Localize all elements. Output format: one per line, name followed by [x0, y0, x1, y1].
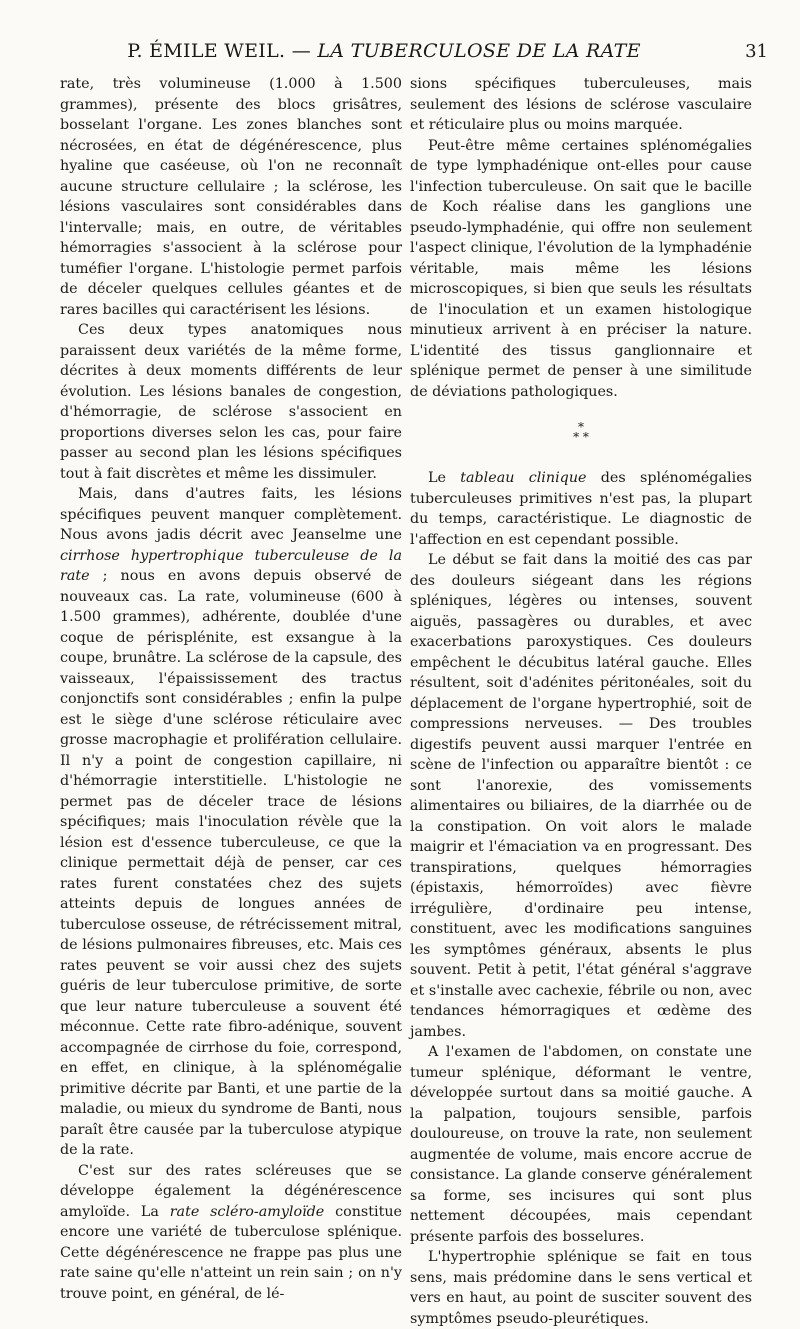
- text-run: Mais, dans d'autres faits, les lésions spécifiques peuvent manquer complètement. Nous avons jadis décrit avec Jeanselme une: [60, 486, 402, 543]
- header-title: [40, 40, 728, 62]
- text-run: des splénomégalies tuberculeuses primitives n'est pas, la plupart du temps, caractéristique. Le diagnostic de l'affection en est cependant possible.: [410, 470, 752, 548]
- right-paragraph-4: Le début se fait dans la moitié des cas par des douleurs siégeant dans les régions spléniques, légères ou intenses, souvent aiguës, passagères ou durables, et avec exacerbations paroxystiques. Ces douleurs empêchent le décubitus latéral gauche. Elles résultent, soit d'adénites péritonéales, soit du déplacement de l'organe hypertrophié, soit de compressions nerveuses. — Des troubles digestifs peuvent aussi marquer l'entrée en scène de l'infection ou apparaître bientôt : ce sont l'anorexie, des vomissements alimentaires ou biliaires, de la diarrhée ou de la constipation. On voit alors le malade maigrir et l'émaciation va en progressant. Des transpirations, quelques hémorragies (épistaxis, hémorroïdes) avec fièvre irrégulière, d'ordinaire peu intense, constituent, avec les modifications sanguines les symptômes généraux, absents le plus souvent. Petit à petit, l'état général s'aggrave et s'installe avec cachexie, fébrile ou non, avec tendances hémorragiques et œdème des jambes.: [410, 552, 752, 1040]
- left-paragraph-4: [60, 1161, 402, 1305]
- text-run: constitue encore une variété de tuberculose splénique. Cette dégénérescence ne frappe pas plus une rate saine qu'elle n'atteint un rein sain ; on n'y trouve point, en général, de lé-: [60, 1203, 402, 1302]
- asterism-bottom: * *: [573, 430, 589, 444]
- text-run: ; nous en avons depuis observé de nouveaux cas. La rate, volumineuse (600 à 1.500 grammes), adhérente, doublée d'une coque de périsplénite, est exsangue à la coupe, brunâtre. La sclérose de la capsule, des vaisseaux, l'épaississement des tractus conjonctifs sont considérables ; enfin la pulpe est le siège d'une sclérose réticulaire avec grosse macrophagie et prolifération cellulaire. Il n'y a point de congestion capillaire, ni d'hémorragie interstitielle. L'histologie ne permet pas de déceler trace de lésions spécifiques; mais l'inoculation révèle que la lésion est d'essence tuberculeuse, ce que la clinique permettait déjà de penser, car ces rates furent constatées chez des sujets atteints depuis de longues années de tuberculose osseuse, de rétrécissement mitral, de lésions pulmonaires fibreuses, etc. Mais ces rates peuvent se voir aussi chez des sujets guéris de leur tuberculose primitive, de sorte que leur nature tuberculeuse a souvent été méconnue. Cette rate fibro-adénique, souvent accompagnée de cirrhose du foie, correspond, en effet, en clinique, à la splénomégalie primitive décrite par Banti, et une partie de la maladie, ou mieux du syndrome de Banti, nous paraît être causée par la tuberculose atypique de la rate.: [60, 568, 402, 1158]
- right-paragraph-2: Peut-être même certaines splénomégalies de type lymphadénique ont-elles pour cause l'infection tuberculeuse. On sait que le bacille de Koch réalise dans les ganglions une pseudo-lymphadénie, qui offre non seulement l'aspect clinique, l'évolution de la lymphadénie véritable, mais même les lésions microscopiques, si bien que seuls les résultats de l'inoculation et un examen histologique minutieux arrivent à en préciser la nature. L'identité des tissus ganglionnaire et splénique permet de penser à une similitude de déviations pathologiques.: [410, 137, 752, 400]
- right-paragraph-3: [410, 468, 752, 550]
- page-number: 31: [745, 41, 768, 62]
- left-column: [60, 74, 402, 1304]
- right-column: [410, 74, 752, 1329]
- italic-term-rate-sclero-amyloide: rate scléro-amyloïde: [169, 1203, 325, 1220]
- right-paragraph-5: A l'examen de l'abdomen, on constate une tumeur splénique, déformant le ventre, développée surtout dans sa moitié gauche. A la palpation, toujours sensible, parfois douloureuse, on trouve la rate, non seulement augmentée de volume, mais encore accrue de consistance. La glande conserve généralement sa forme, ses incisures qui sont plus nettement découpées, mais cependant présente parfois des bosselures.: [410, 1044, 752, 1245]
- left-paragraph-3: [60, 484, 402, 1161]
- asterism-divider: [410, 422, 752, 442]
- right-paragraph-6: L'hypertrophie splénique se fait en tous sens, mais prédomine dans le sens vertical et vers en haut, au point de susciter souvent des symptômes pseudo-pleurétiques.: [410, 1249, 752, 1327]
- right-paragraph-1: sions spécifiques tuberculeuses, mais seulement des lésions de sclérose vasculaire et réticulaire plus ou moins marquée.: [410, 76, 752, 133]
- header-dash: —: [291, 40, 312, 62]
- italic-term-tableau-clinique: tableau clinique: [460, 470, 587, 486]
- text-run: Le: [428, 470, 461, 486]
- header-author: P. ÉMILE WEIL.: [127, 40, 286, 62]
- running-header: [40, 40, 768, 72]
- text-run: C'est sur des rates scléreuses que se développe également la dégénérescence amyloïde. La: [60, 1162, 402, 1220]
- left-paragraph-2: Ces deux types anatomiques nous paraissent deux variétés de la même forme, décrites à deux moments différents de leur évolution. Les lésions banales de congestion, d'hémorragie, de sclérose s'associent en proportions diverses selon les cas, pour faire passer au second plan les lésions spécifiques tout à fait discrètes et même les dissimuler.: [60, 322, 402, 482]
- asterism-top: *: [578, 420, 584, 434]
- left-paragraph-1: rate, très volumineuse (1.000 à 1.500 grammes), présente des blocs grisâtres, bosselant l'organe. Les zones blanches sont nécrosées, en état de dégénérescence, plus hyaline que caséeuse, où l'on ne reconnaît aucune structure cellulaire ; la sclérose, les lésions vasculaires sont considérables dans l'intervalle; mais, en outre, de véritables hémorragies s'associent à la sclérose pour tuméfier l'organe. L'histologie permet parfois de déceler quelques cellules géantes et de rares bacilles qui caractérisent les lésions.: [60, 76, 402, 318]
- italic-term-cirrhose: cirrhose hypertrophique tuberculeuse de la rate: [60, 547, 402, 584]
- header-book-title: LA TUBERCULOSE DE LA RATE: [317, 40, 641, 62]
